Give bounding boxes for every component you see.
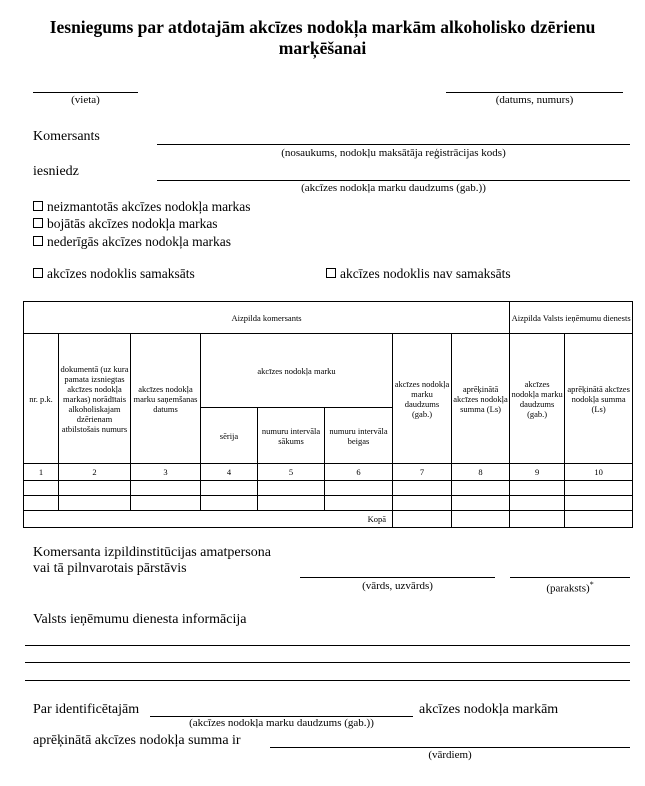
checkbox-icon — [33, 268, 43, 278]
checkbox-icon — [33, 201, 43, 211]
col-header-date: akcīzes nodokļa marku saņemšanas datums — [131, 334, 201, 464]
sum-words-caption: (vārdiem) — [428, 749, 472, 761]
vid-info-label: Valsts ieņēmumu dienesta informācija — [33, 612, 247, 627]
col-header-vid-sum: aprēķinātā akcīzes nodokļa summa (Ls) — [565, 334, 633, 464]
form-title-line2: marķēšanai — [278, 38, 367, 58]
col-header-start: numuru intervāla sākums — [258, 408, 325, 464]
col-number: 5 — [258, 464, 325, 481]
total-vid-qty-cell[interactable] — [510, 511, 565, 528]
vid-info-line[interactable] — [25, 662, 630, 663]
submits-label: iesniedz — [33, 164, 79, 179]
table-total-row — [24, 511, 633, 528]
col-header-qty: akcīzes nodokļa marku daudzums (gab.) — [393, 334, 452, 464]
vid-info-line[interactable] — [25, 680, 630, 681]
vid-info-line[interactable] — [25, 645, 630, 646]
checkbox-label: neizmantotās akcīzes nodokļa markas — [47, 199, 251, 214]
col-number: 8 — [452, 464, 510, 481]
footnote-mark: * — [589, 580, 594, 589]
table-header-row — [24, 334, 633, 408]
signature-caption-text: (paraksts) — [546, 582, 590, 595]
col-number: 3 — [131, 464, 201, 481]
checkbox-label: akcīzes nodoklis samaksāts — [47, 266, 195, 281]
submits-caption: (akcīzes nodokļa marku daudzums (gab.)) — [301, 182, 486, 194]
col-number: 2 — [59, 464, 131, 481]
col-number: 6 — [325, 464, 393, 481]
total-vid-sum-cell[interactable] — [565, 511, 633, 528]
signature-label-line1: Komersanta izpildinstitūcijas amatpersona — [33, 545, 271, 560]
total-sum-cell[interactable] — [452, 511, 510, 528]
submits-field[interactable] — [157, 180, 630, 181]
name-caption: (vārds, uzvārds) — [362, 580, 433, 592]
merchant-label: Komersants — [33, 129, 100, 144]
checkbox-icon — [33, 218, 43, 228]
identified-label: Par identificētajām — [33, 702, 140, 717]
place-field[interactable] — [33, 92, 138, 93]
col-header-end: numuru intervāla beigas — [325, 408, 393, 464]
col-header-stamps: akcīzes nodokļa marku — [201, 334, 393, 408]
checkbox-tax-not-paid[interactable] — [326, 266, 511, 282]
checkbox-icon — [33, 236, 43, 246]
col-number: 10 — [565, 464, 633, 481]
place-caption: (vieta) — [71, 94, 100, 106]
col-number: 9 — [510, 464, 565, 481]
col-header-sum: aprēķinātā akcīzes nodokļa summa (Ls) — [452, 334, 510, 464]
checkbox-icon — [326, 268, 336, 278]
group-vid-header: Aizpilda Valsts ieņēmumu dienests — [510, 302, 633, 334]
stamps-table — [23, 301, 633, 528]
date-caption: (datums, numurs) — [495, 94, 574, 106]
table-row[interactable] — [24, 496, 633, 511]
checkbox-label: bojātās akcīzes nodokļa markas — [47, 216, 218, 231]
col-header-vid-qty: akcīzes nodokļa marku daudzums (gab.) — [510, 334, 565, 464]
total-label: Kopā — [24, 511, 393, 528]
col-number: 1 — [24, 464, 59, 481]
signature-caption — [510, 580, 630, 595]
date-field[interactable] — [446, 92, 623, 93]
col-number: 4 — [201, 464, 258, 481]
table-row[interactable] — [24, 481, 633, 496]
table-number-row — [24, 464, 633, 481]
checkbox-label: akcīzes nodoklis nav samaksāts — [340, 266, 511, 281]
identified-qty-caption: (akcīzes nodokļa marku daudzums (gab.)) — [189, 717, 374, 729]
col-header-series: sērija — [201, 408, 258, 464]
signature-field[interactable] — [510, 577, 630, 578]
col-number: 7 — [393, 464, 452, 481]
checkbox-damaged-stamps[interactable] — [33, 216, 218, 232]
checkbox-invalid-stamps[interactable] — [33, 234, 231, 250]
merchant-caption: (nosaukums, nodokļu maksātāja reģistrācijas kods) — [281, 147, 506, 159]
identified-label-post: akcīzes nodokļa markām — [419, 702, 559, 717]
checkbox-label: nederīgās akcīzes nodokļa markas — [47, 234, 232, 249]
sum-words-field[interactable] — [270, 747, 630, 748]
total-qty-cell[interactable] — [393, 511, 452, 528]
signature-label-line2: vai tā pilnvarotais pārstāvis — [33, 561, 187, 576]
form-title-line1: Iesniegums par atdotajām akcīzes nodokļa markām alkoholisko dzērienu — [49, 17, 596, 37]
checkbox-tax-paid[interactable] — [33, 266, 195, 282]
checkbox-unused-stamps[interactable] — [33, 199, 251, 215]
col-header-nr: nr. p.k. — [24, 334, 59, 464]
merchant-field[interactable] — [157, 144, 630, 145]
group-merchant-header: Aizpilda komersants — [24, 302, 510, 334]
name-field[interactable] — [300, 577, 495, 578]
col-header-document: dokumentā (uz kura pamata izsniegtas akcīzes nodokļa markas) norādītais alkoholiskajam dzērienam atbilstošais numurs — [59, 334, 131, 464]
sum-label: aprēķinātā akcīzes nodokļa summa ir — [33, 733, 241, 748]
table-header-row — [24, 302, 633, 334]
